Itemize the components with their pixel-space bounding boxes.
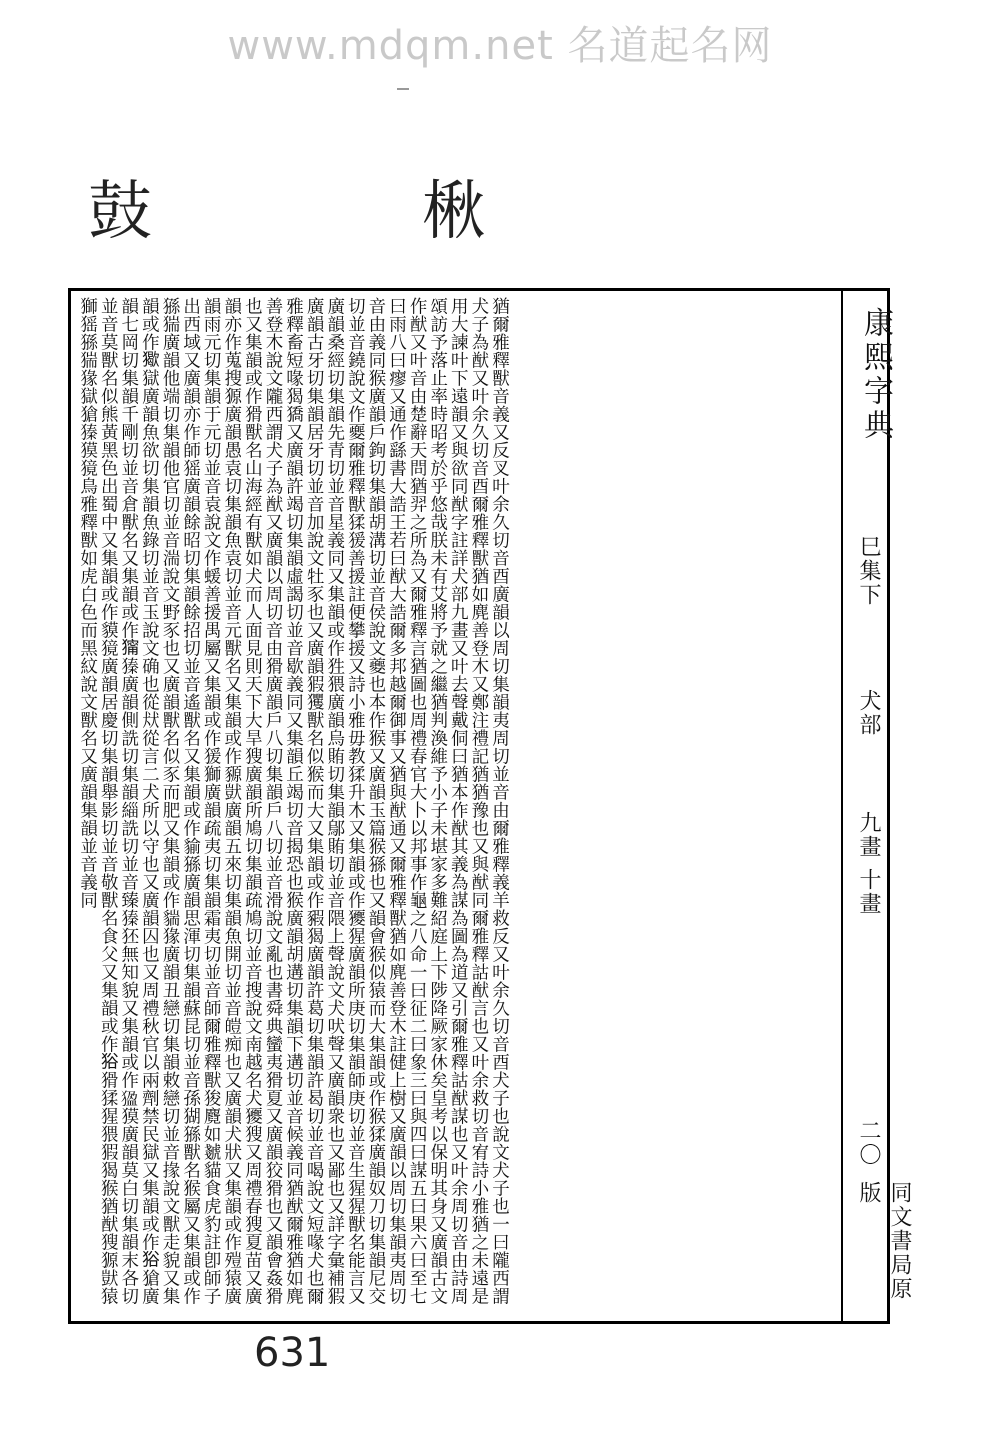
radical-label: 犬部 [856, 689, 881, 737]
watermark-text: www.mdqm.net 名道起名网 [227, 23, 773, 69]
book-title: 康熙字典 [858, 307, 893, 443]
publisher-label: 同文書局原版 [856, 1181, 912, 1301]
page-number: 631 [254, 1330, 331, 1376]
folio-number: 二〇 [856, 1119, 881, 1167]
section-label: 巳集下 [856, 535, 881, 607]
dictionary-page-frame [68, 288, 912, 1324]
divider-mark [397, 88, 409, 90]
page-header-column [841, 291, 912, 1321]
dictionary-body [77, 297, 835, 1315]
dictionary-entries-text: 猶爾雅釋獸音義又反叉叶余久切音酉廣韻以周切集韻夷周切並音由爾雅釋義羊救反又叶余久切音酉犬子也說文犬子也一曰隴西謂犬子為猷又叶余久切音酉爾雅釋獸猶如麂善登木又鄭注禮記猶猶豫也又與猷同爾雅釋詁猷言也又叶余救切音宥詩小雅猶之未遠是用大諫叶下遠韻又與欲同猷字註詳犬部九畫又叶去聲戴侗曰猶本作猷其義為謀為圖為道又引爾雅釋詁猷謀也又叶余周切音由詩周頌訪予落止率時昭考於乎悠哉朕未有艾將予就之繼猶判渙維予小子未堪家多難紹庭上下陟降厥家休矣皇考以保明其身又廣韻古文作猷又叶音由楚辭天問猶羿之所為又爾雅釋言猶圖也周禮春官大卜以邦事作龜之八命一曰征二曰象三曰與四曰謀五曰果六曰至七曰雨八曰瘳又通作繇書大誥王若曰猷大誥爾多邦越爾御事又猶與猷通又爾雅釋獸猶如麂善登木註健上樹又廣韻以周切集韻夷周切音由義同猴廣韻戶鉤切集韻胡溝切並音侯說文夔也本作猴又廣韻玉篇猴猻也又韻會猴似猿而大集韻或作猴猱廣韻奴刀切集韻尼交切並音鐃說文作夒爾雅釋獸猱猨善援註便攀援又詩小雅毋教猱升木又集韻或作獿猩廣韻所庚切集韻師庚切並音生猩猩獸名能言又廣韻桑經切集韻先青切並音星義同又集韻或作狌猥廣韻烏賄切集韻鄔賄切並音隈上聲說文犬吠聲又廣韻衆也又鄙也又詳字彙補猳廣韻古牙切集韻居牙切並音加說文牡豕也又廣韻猳玃獸名似猴而大又集韻或作豭猲廣韻許葛切集韻許曷切並音喝說文短喙犬也爾雅釋畜短喙猲獢又廣韻許竭切集韻虛謁切並音歇義同又集韻丘竭切音揭恐也猴廣韻胡遘切集韻下遘切並音候義同猶猷爾雅猶如麂善登木說文隴西謂犬子為猷又廣韻以周切音由猾廣韻戶八切集韻戶八切並音滑說文亂也書舜典蠻夷猾夏又廣韻狡猾也又韻會姦猾也又集韻或作猾獸名山海經有獸如犬而人面見則天下大旱獀廣韻所鳩切集韻疏鳩切並音搜說文南越名犬獿獀又周禮春獀夏苗又廣韻亦作蒐搜獂廣韻愚袁切集韻魚袁切並音元獸名又集韻或作豲獃廣韻五來切集韻魚開切並音皚痴也又廣韻犬狀又集韻或作㱯猿廣韻雨元切集韻于元切並音袁說文作蝯善援禺屬又集韻或作猨獅廣韻疏夷切集韻霜夷切並音師爾雅釋獸狻麑如虦貓食虎豹註卽師子出西域又廣韻亦作師猺廣韻餘昭切集韻餘招切並音遙獸名又集韻或作貐猻廣韻思渾切集韻蘇昆切並音孫猢猻獸名猴屬又集韻或作猻猯廣韻他端切集韻他官切並音湍說文野豕也又廣韻獸名似豕而肥又集韻或作貒猭廣韻丑戀切集韻敕戀切並音掾說文獸走貌又集韻或作𤢔獄廣韻魚欲切集韻魚錄切並音玉說文确也從㹜從言二犬所以守也又廣韻囚也又周禮秋官以兩劑禁民獄又集韻或作𤞞獊廣韻七岡切集韻千剛切並音倉獸名又集韻或作𤢆獉廣韻側詵切集韻緇詵切並音臻獉狉無知貌又集韻或作𤟣獏廣韻莫白切集韻末各切並音莫獸名似熊黃黑色出蜀中又集韻或作貘獍廣韻居慶切集韻舉影切並音敬獸名食父又集韻或作𤞞猾猱猩猥猳猲猴猶猷獀獂獃猿獅猺猻猯猭獄獊獉獏獍鳥雅釋獸如虎白色而黑紋說文獸名又廣韻集韻並音義同 [77, 297, 510, 1305]
stroke-count-label: 九畫 十畫 [856, 811, 881, 916]
seal-glyph-right: 楸 [422, 175, 486, 249]
seal-glyph-left: 鼓 [88, 175, 152, 249]
